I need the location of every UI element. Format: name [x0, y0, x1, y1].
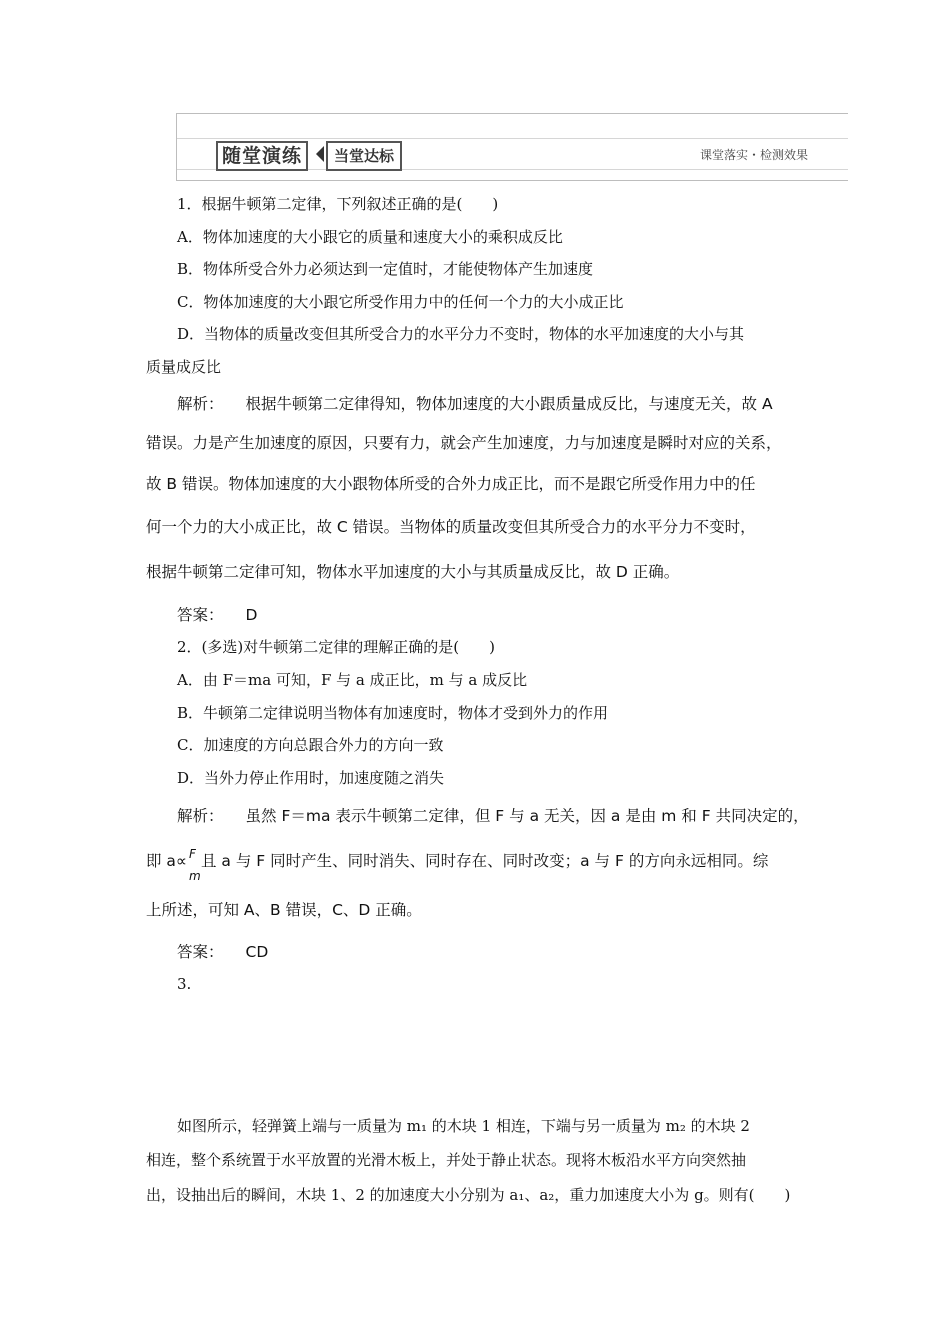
q1-option-a: A．物体加速度的大小跟它的质量和速度大小的乘积成反比 — [177, 228, 563, 246]
q3-stem-line-2: 相连，整个系统置于水平放置的光滑木板上，并处于静止状态。现将木板沿水平方向突然抽 — [146, 1151, 747, 1169]
q1-option-c: C．物体加速度的大小跟它所受作用力中的任何一个力的大小成正比 — [177, 293, 624, 311]
q2-analysis-text: 虽然 F＝ma 表示牛顿第二定律，但 F 与 a 无关，因 a 是由 m 和 F 共同决定的， — [245, 807, 809, 825]
q3-number: 3. — [177, 975, 192, 993]
q1-analysis-line-5: 根据牛顿第二定律可知，物体水平加速度的大小与其质量成反比，故 D 正确。 — [146, 563, 680, 581]
arrow-left-icon — [316, 146, 324, 162]
q2-option-c: C．加速度的方向总跟合外力的方向一致 — [177, 736, 444, 754]
q1-analysis-label: 解析： — [177, 395, 224, 413]
q1-answer — [177, 604, 857, 626]
q1-analysis-text: 根据牛顿第二定律得知，物体加速度的大小跟质量成反比，与速度无关，故 A — [245, 395, 773, 413]
q1-option-d: D．当物体的质量改变但其所受合力的水平分力不变时，物体的水平加速度的大小与其 — [177, 325, 745, 343]
q3-stem-line-3: 出，设抽出后的瞬间，木块 1、2 的加速度大小分别为 a₁、a₂，重力加速度大小为 g。则有( ) — [146, 1186, 791, 1204]
fraction-f-over-m — [187, 846, 201, 883]
q1-analysis-line-3: 故 B 错误。物体加速度的大小跟物体所受的合外力成正比，而不是跟它所受作用力中的任 — [146, 475, 756, 493]
q2-stem: 2．(多选)对牛顿第二定律的理解正确的是( ) — [177, 638, 495, 656]
section-subtitle: 当堂达标 — [326, 141, 402, 171]
q2-option-d: D．当外力停止作用时，加速度随之消失 — [177, 769, 445, 787]
section-caption: 课堂落实・检测效果 — [700, 148, 809, 162]
q1-analysis-line-1 — [177, 393, 857, 415]
q2-analysis-pre: 即 a∝ — [146, 852, 187, 870]
q2-analysis-post: 且 a 与 F 同时产生、同时消失、同时存在、同时改变；a 与 F 的方向永远相同。综 — [201, 852, 769, 870]
q2-analysis-line-3: 上所述，可知 A、B 错误，C、D 正确。 — [146, 901, 422, 919]
q1-answer-value: D — [245, 606, 258, 624]
q1-stem: 1．根据牛顿第二定律，下列叙述正确的是( ) — [177, 195, 499, 213]
q2-option-b: B．牛顿第二定律说明当物体有加速度时，物体才受到外力的作用 — [177, 704, 609, 722]
q1-option-b: B．物体所受合外力必须达到一定值时，才能使物体产生加速度 — [177, 260, 594, 278]
frac-denominator: m — [189, 868, 201, 883]
q2-answer-label: 答案： — [177, 943, 224, 961]
q2-option-a: A．由 F＝ma 可知，F 与 a 成正比，m 与 a 成反比 — [177, 671, 528, 689]
q1-option-d-cont: 质量成反比 — [146, 358, 222, 376]
q2-analysis-label: 解析： — [177, 807, 224, 825]
q1-answer-label: 答案： — [177, 606, 224, 624]
q2-analysis-line-1 — [177, 805, 857, 827]
q3-stem-line-1: 如图所示，轻弹簧上端与一质量为 m₁ 的木块 1 相连，下端与另一质量为 m₂ 的木块 2 — [177, 1117, 750, 1135]
q2-answer-value: CD — [245, 943, 269, 961]
q1-analysis-line-4: 何一个力的大小成正比，故 C 错误。当物体的质量改变但其所受合力的水平分力不变时， — [146, 518, 756, 536]
frac-numerator: F — [189, 846, 196, 861]
q2-analysis-line-2 — [146, 846, 826, 883]
q2-answer — [177, 941, 857, 963]
q1-analysis-line-2: 错误。力是产生加速度的原因，只要有力，就会产生加速度，力与加速度是瞬时对应的关系， — [146, 434, 782, 452]
section-title: 随堂演练 — [216, 141, 308, 171]
